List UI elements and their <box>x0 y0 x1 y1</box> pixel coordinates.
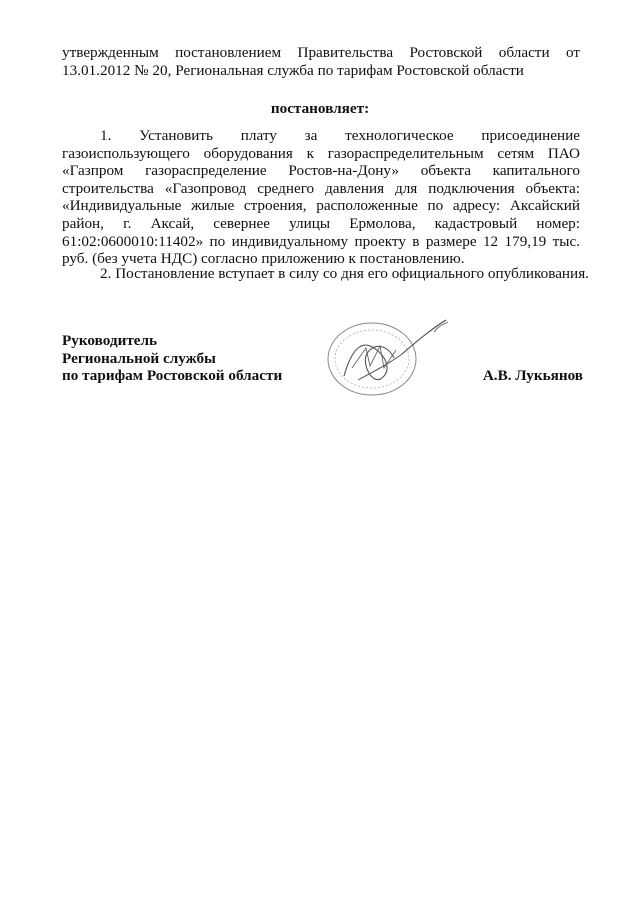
signatory-title <box>62 332 282 385</box>
signatory-title-line-1: Руководитель <box>62 332 158 349</box>
signatory-name: А.В. Лукьянов <box>482 367 583 384</box>
signatory-title-line-3: по тарифам Ростовской области <box>62 367 283 385</box>
decree-item-1: 1. Установить плату за технологическое присоединение газоиспользующего оборудования к газораспределительным сетям ПАО «Газпром газораспределение Ростов-на-Дону» объекта капитального строительства «Газопровод среднего давления для подключения объекта: «Индивидуальные жилые строения, расположенные по адресу: Аксайский район, г. Аксай, севернее улицы Ермолова, кадастровый номер: 61:02:0600010:11402» по индивидуальному проекту в размере 12 179,19 тыс. руб. (без учета НДС) согласно приложению к постановлению. <box>62 127 580 268</box>
decree-heading: постановляет: <box>270 100 370 117</box>
decree-item-2: 2. Постановление вступает в силу со дня его официального опубликования. <box>100 265 589 282</box>
intro-paragraph: утвержденным постановлением Правительства Ростовской области от 13.01.2012 № 20, Региональная служба по тарифам Ростовской области <box>62 44 580 79</box>
signatory-title-line-2: Региональной службы <box>62 349 216 367</box>
signature-stamp-image <box>322 318 452 400</box>
